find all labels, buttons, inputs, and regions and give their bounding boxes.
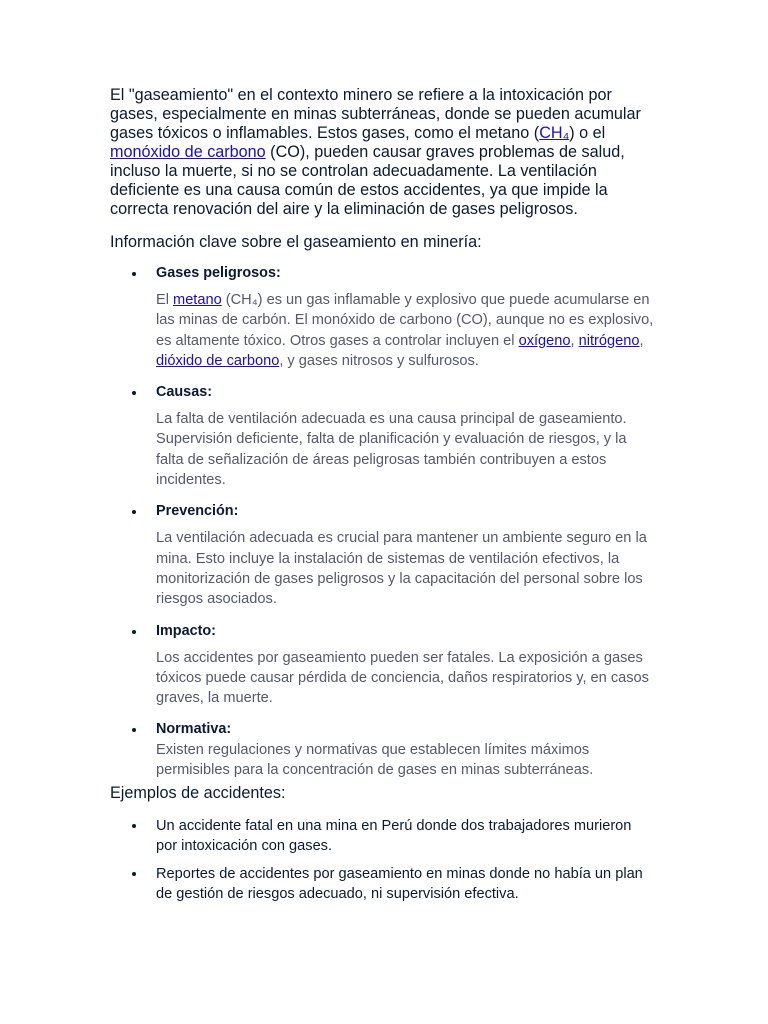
term-normativa: Normativa: [156,721,232,738]
ch4-link[interactable]: CH₄ [539,124,570,142]
description-prevencion: La ventilación adecuada es crucial para mantener un ambiente seguro en la mina. Esto incluye la instalación de sistemas de ventilación efectivos, la monitorización de gases peligrosos y la capacitación del personal sobre los riesgos asociados. [156,530,647,608]
intro-paragraph [110,86,655,219]
term-impacto: Impacto: [156,622,216,639]
list-item [110,622,655,709]
description-causas: La falta de ventilación adecuada es una causa principal de gaseamiento. Supervisión deficiente, falta de planificación y evaluación de riesgos, y la falta de señalización de áreas peligrosas también contribuyen a estos incidentes. [156,411,627,489]
list-item [110,502,655,609]
desc-text: (CH₄) es un gas inflamable y explosivo que puede acumularse en las minas de carbón. El monóxido de carbono (CO), aunque no es explosivo, es altamente tóxico. Otros gases a controlar incluyen el [156,292,654,349]
list-item [110,720,655,780]
oxigeno-link[interactable]: oxígeno [518,332,571,349]
carbon-monoxide-link[interactable]: monóxido de carbono [110,143,266,161]
term-gases-peligrosos: Gases peligrosos: [156,265,281,281]
list-item [110,264,655,371]
intro-text-2: ) o el [569,124,606,142]
description-gases-peligrosos [156,290,655,371]
desc-text: El [156,292,174,308]
desc-separator: , [639,332,644,349]
list-item: Reportes de accidentes por gaseamiento en minas donde no había un plan de gestión de riesgos adecuado, ni supervisión efectiva. [110,864,655,904]
term-causas: Causas: [156,384,212,401]
description-normativa: Existen regulaciones y normativas que establecen límites máximos permisibles para la concentración de gases en minas subterráneas. [156,742,594,779]
term-prevencion: Prevención: [156,503,239,520]
desc-separator: , [570,332,579,349]
list-item: Un accidente fatal en una mina en Perú donde dos trabajadores murieron por intoxicación con gases. [110,816,655,856]
examples-list [110,816,655,904]
dioxido-carbono-link[interactable]: dióxido de carbono [156,352,280,369]
document-page [110,86,655,912]
nitrogeno-link[interactable]: nitrógeno [578,332,640,349]
description-impacto: Los accidentes por gaseamiento pueden ser fatales. La exposición a gases tóxicos puede causar pérdida de conciencia, daños respiratorios y, en casos graves, la muerte. [156,649,649,707]
metano-link[interactable]: metano [173,292,222,308]
intro-text-1: El "gaseamiento" en el contexto minero se refiere a la intoxicación por gases, especialmente en minas subterráneas, donde se pueden acumular gases tóxicos o inflamables. Estos gases, como el metano ( [110,86,641,142]
desc-text: , y gases nitrosos y sulfurosos. [279,352,479,369]
list-item [110,383,655,490]
intro-text-3: (CO), pueden causar graves problemas de salud, incluso la muerte, si no se controlan adecuadamente. La ventilación deficiente es una causa común de estos accidentes, ya que impide la correcta renovación del aire y la eliminación de gases peligrosos. [110,143,625,218]
examples-heading: Ejemplos de accidentes: [110,784,286,803]
key-info-heading: Información clave sobre el gaseamiento en minería: [110,233,482,251]
key-info-list [110,264,655,780]
